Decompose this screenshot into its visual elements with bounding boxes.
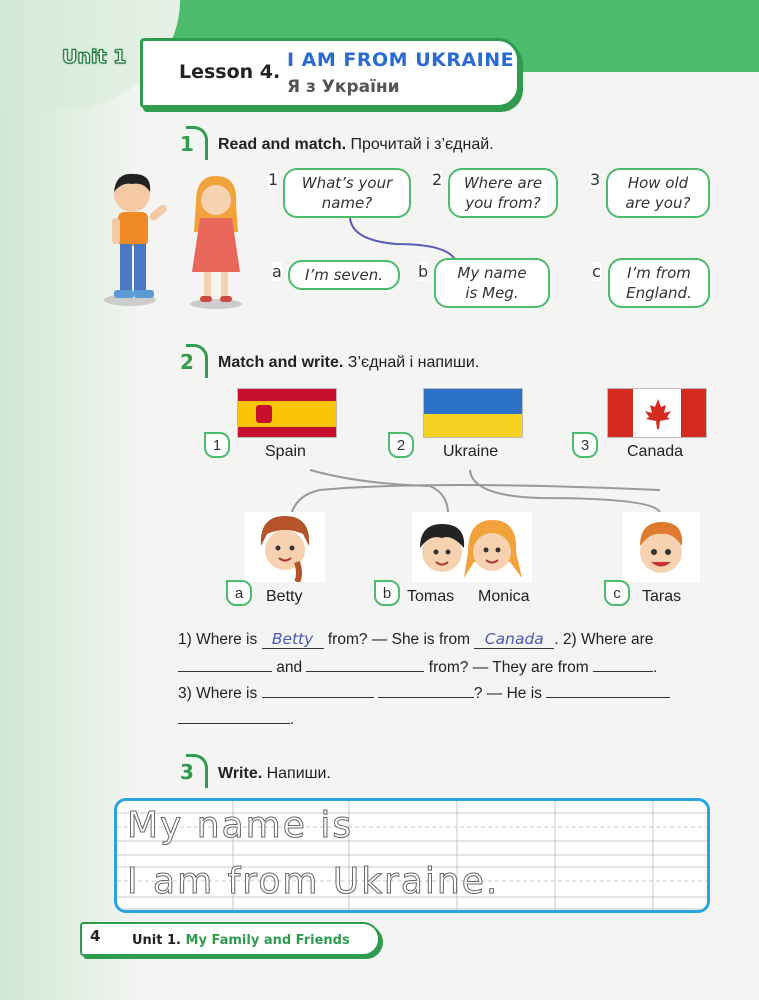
boy-illustration <box>100 168 180 308</box>
person-a-name: Betty <box>266 588 303 605</box>
answer-blank-7[interactable] <box>378 682 474 698</box>
answer-a-bubble: I’m seven. <box>288 260 400 290</box>
question-3-bubble: How old are you? <box>606 168 710 218</box>
lesson-title-en: I AM FROM UKRAINE <box>287 49 515 71</box>
girl-illustration <box>178 172 258 310</box>
answer-blank-6[interactable] <box>262 682 374 698</box>
lesson-header-card <box>140 38 520 108</box>
answer-blank-3[interactable] <box>178 656 272 672</box>
question-2-number: 2 <box>432 170 443 189</box>
country-3-name: Canada <box>627 443 684 460</box>
answer-fill-1[interactable]: Betty <box>262 630 324 649</box>
answer-blank-8[interactable] <box>546 682 670 698</box>
country-2-number: 2 <box>388 432 414 458</box>
country-3-number: 3 <box>572 432 598 458</box>
exercise-2-title: Match and write. З’єднай і напиши. <box>218 354 480 371</box>
answer-b-bubble: My name is Meg. <box>434 258 550 308</box>
person-b-number: b <box>374 580 400 606</box>
exercise-1-number: 1 <box>172 130 206 160</box>
unit-tab: Unit 1 <box>62 46 127 68</box>
answer-b-number: b <box>418 262 429 281</box>
question-1-number: 1 <box>268 170 279 189</box>
country-2-name: Ukraine <box>443 443 499 460</box>
answer-c-number: c <box>592 262 601 281</box>
exercise-1-title: Read and match. Прочитай і з’єднай. <box>218 136 494 153</box>
writing-area[interactable] <box>114 798 710 913</box>
answer-a-number: a <box>272 262 282 281</box>
lesson-label: Lesson 4. <box>179 61 281 83</box>
sentence-line-1: 1) Where is Betty from? — She is from Canada . 2) Where are <box>178 630 654 648</box>
sentence-line-3: 3) Where is ? — He is <box>178 682 670 703</box>
answer-c-bubble: I’m from England. <box>608 258 710 308</box>
betty-picture <box>245 512 325 582</box>
tomas-monica-picture <box>412 512 532 582</box>
sentence-line-4: . <box>178 708 294 729</box>
answer-blank-9[interactable] <box>178 708 290 724</box>
spain-flag <box>237 388 337 438</box>
page-number: 4 <box>90 927 101 945</box>
question-1-bubble: What’s your name? <box>283 168 411 218</box>
person-b-name2: Monica <box>478 588 530 605</box>
person-a-number: a <box>226 580 252 606</box>
trace-line-2: I am from Ukraine. <box>127 861 500 902</box>
answer-blank-4[interactable] <box>306 656 424 672</box>
answer-blank-5[interactable] <box>593 656 653 672</box>
taras-picture <box>622 512 700 582</box>
canada-flag <box>607 388 707 438</box>
trace-line-1: My name is <box>127 805 354 846</box>
question-3-number: 3 <box>590 170 601 189</box>
lesson-title-uk: Я з України <box>287 77 400 97</box>
person-b-name: Tomas <box>407 588 455 605</box>
match-line-1b <box>340 214 470 264</box>
person-c-number: c <box>604 580 630 606</box>
exercise-2-number: 2 <box>172 348 206 378</box>
person-c-name: Taras <box>642 588 682 605</box>
sentence-line-2: and from? — They are from . <box>178 656 657 677</box>
answer-fill-2[interactable]: Canada <box>474 630 554 649</box>
ukraine-flag <box>423 388 523 438</box>
country-1-number: 1 <box>204 432 230 458</box>
exercise-3-number: 3 <box>172 758 206 788</box>
country-1-name: Spain <box>265 443 306 460</box>
exercise-3-title: Write. Напиши. <box>218 765 331 782</box>
footer-unit-title: Unit 1. My Family and Friends <box>132 933 350 948</box>
question-2-bubble: Where are you from? <box>448 168 558 218</box>
